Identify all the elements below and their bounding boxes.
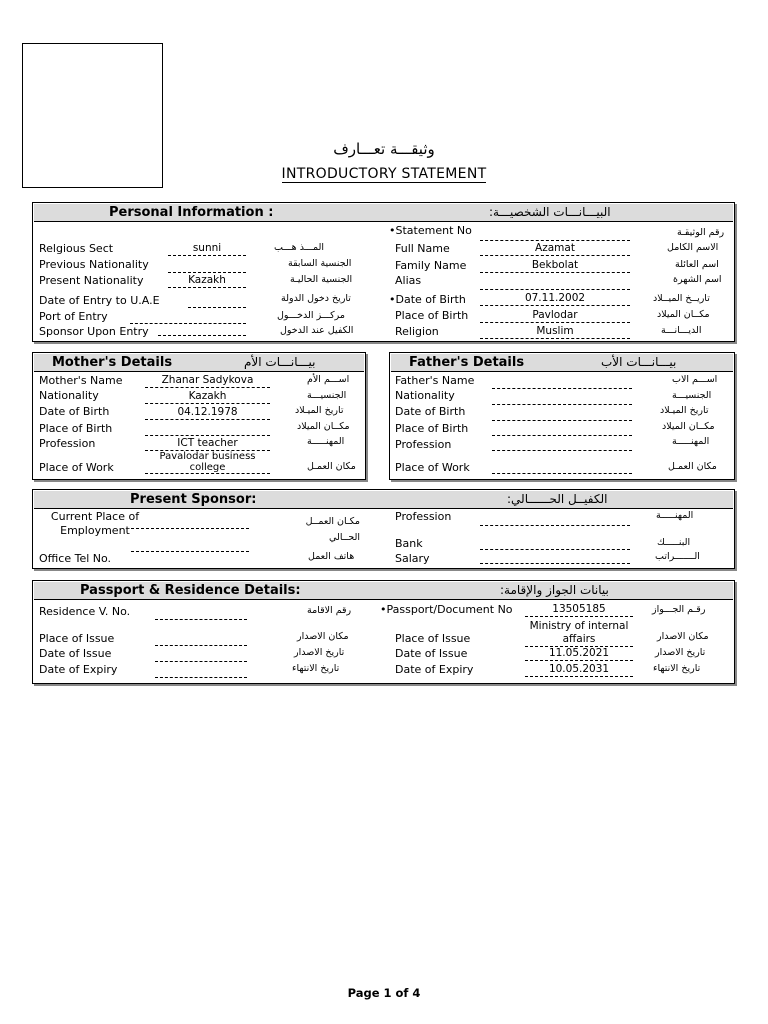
personal-info-title-ar: البيـــانـــات الشخصيـــة: bbox=[489, 205, 611, 219]
mother-dob-ar: تاريخ الميـلاد bbox=[295, 405, 344, 416]
pp-date-issue-field[interactable]: 11.05.2021 bbox=[525, 647, 633, 661]
bank-ar: البنـــــك bbox=[657, 537, 691, 548]
father-details-title: Father's Details bbox=[409, 355, 525, 370]
family-name-ar: اسم العائلة bbox=[675, 259, 719, 270]
mother-pob-label: Place of Birth bbox=[39, 422, 113, 435]
present-sponsor-title: Present Sponsor: bbox=[130, 492, 257, 507]
full-name-ar: الاسم الكامل bbox=[667, 242, 719, 253]
passport-no-label-text: Passport/Document No bbox=[386, 603, 513, 616]
father-dob-ar: تاريخ الميـلاد bbox=[660, 405, 709, 416]
res-date-issue-label: Date of Issue bbox=[39, 647, 112, 660]
employment-ar: مكـان العمــل الحــالي bbox=[305, 516, 360, 543]
salary-ar: الـــــــراتب bbox=[655, 551, 700, 562]
statement-no-label-text: Statement No bbox=[395, 224, 472, 237]
mother-details-title: Mother's Details bbox=[52, 355, 173, 370]
residence-no-field[interactable] bbox=[155, 606, 247, 620]
employment-label: Current Place of Employment bbox=[50, 510, 140, 537]
res-place-issue-label: Place of Issue bbox=[39, 632, 115, 645]
alias-field[interactable] bbox=[480, 276, 630, 290]
residence-no-ar: رقم الاقامة bbox=[307, 605, 352, 616]
mother-pob-ar: مكــان الميلاد bbox=[297, 421, 350, 432]
place-birth-field[interactable]: Pavlodar bbox=[480, 309, 630, 323]
sponsor-entry-field[interactable] bbox=[158, 322, 246, 336]
office-tel-label: Office Tel No. bbox=[39, 552, 112, 565]
father-name-ar: اســـم الاب bbox=[672, 374, 718, 385]
mother-details-header bbox=[34, 354, 364, 372]
religion-field[interactable]: Muslim bbox=[480, 325, 630, 339]
passport-no-field[interactable]: 13505185 bbox=[525, 603, 633, 617]
date-entry-label: Date of Entry to U.A.E bbox=[39, 294, 160, 307]
mother-details-title-ar: بيـــانـــات الأم bbox=[244, 355, 316, 369]
religion-ar: الديـــانـــة bbox=[661, 325, 702, 336]
alias-label: Alias bbox=[395, 274, 422, 287]
full-name-label: Full Name bbox=[395, 242, 450, 255]
mother-work-label: Place of Work bbox=[39, 461, 114, 474]
father-profession-ar: المهنـــــة bbox=[672, 436, 710, 447]
father-name-label: Father's Name bbox=[395, 374, 475, 387]
pp-date-expiry-field[interactable]: 10.05.2031 bbox=[525, 663, 633, 677]
residence-no-label: Residence V. No. bbox=[39, 605, 131, 618]
mother-dob-label: Date of Birth bbox=[39, 405, 110, 418]
sponsor-entry-label: Sponsor Upon Entry bbox=[39, 325, 149, 338]
father-pob-label: Place of Birth bbox=[395, 422, 469, 435]
date-birth-label-text: Date of Birth bbox=[395, 293, 466, 306]
previous-nationality-label: Previous Nationality bbox=[39, 258, 149, 271]
mother-work-field[interactable]: Pavalodar business college bbox=[145, 451, 270, 474]
res-place-issue-field[interactable] bbox=[155, 632, 247, 646]
mother-profession-field[interactable]: ICT teacher bbox=[145, 437, 270, 451]
res-date-expiry-ar: تاريخ الانتهاء bbox=[292, 663, 340, 674]
previous-nationality-field[interactable] bbox=[168, 259, 246, 273]
father-dob-label: Date of Birth bbox=[395, 405, 466, 418]
date-birth-label: •Date of Birth bbox=[389, 293, 466, 306]
sponsor-entry-ar: الكفيل عند الدخول bbox=[280, 325, 354, 336]
father-work-ar: مكان العمـل bbox=[668, 461, 717, 472]
statement-no-label: •Statement No bbox=[389, 224, 472, 237]
date-entry-field[interactable] bbox=[188, 294, 246, 308]
pp-date-issue-label: Date of Issue bbox=[395, 647, 468, 660]
pp-place-issue-ar: مكان الاصدار bbox=[657, 631, 709, 642]
father-details-title-ar: بيـــانـــات الأب bbox=[601, 355, 677, 369]
res-date-expiry-field[interactable] bbox=[155, 664, 247, 678]
title-arabic: وثيقـــة تعـــارف bbox=[333, 140, 435, 158]
res-date-issue-ar: تاريخ الاصدار bbox=[294, 647, 345, 658]
pp-place-issue-field[interactable]: Ministry of internal affairs bbox=[525, 620, 633, 647]
office-tel-field[interactable] bbox=[131, 538, 249, 552]
father-profession-field[interactable] bbox=[492, 437, 632, 451]
employment-field[interactable] bbox=[131, 515, 249, 529]
family-name-label: Family Name bbox=[395, 259, 467, 272]
father-pob-ar: مكــان الميلاد bbox=[662, 421, 715, 432]
office-tel-ar: هاتف العمل bbox=[308, 551, 355, 562]
page-title bbox=[0, 166, 768, 182]
previous-nationality-ar: الجنسية السابقة bbox=[288, 258, 352, 269]
sponsor-profession-ar: المهنـــــة bbox=[656, 510, 694, 521]
father-nationality-label: Nationality bbox=[395, 389, 455, 402]
bank-label: Bank bbox=[395, 537, 423, 550]
personal-info-header bbox=[34, 204, 733, 222]
port-entry-label: Port of Entry bbox=[39, 310, 108, 323]
page-number: Page 1 of 4 bbox=[347, 986, 421, 1000]
mother-profession-label: Profession bbox=[39, 437, 96, 450]
family-name-field[interactable]: Bekbolat bbox=[480, 259, 630, 273]
father-work-label: Place of Work bbox=[395, 461, 470, 474]
present-nationality-ar: الجنسية الحاليـة bbox=[290, 274, 353, 285]
date-entry-ar: تاريخ دخول الدولة bbox=[281, 293, 351, 304]
father-details-header bbox=[391, 354, 733, 372]
religion-label: Religion bbox=[395, 325, 439, 338]
father-dob-field[interactable] bbox=[492, 407, 632, 421]
religious-sect-ar: المـــذ هـــب bbox=[274, 242, 325, 253]
passport-no-ar: رقـم الجـــواز bbox=[652, 604, 706, 615]
page-title-text: INTRODUCTORY STATEMENT bbox=[281, 166, 487, 182]
mother-dob-field[interactable]: 04.12.1978 bbox=[145, 406, 270, 420]
father-nationality-ar: الجنسيـــة bbox=[672, 390, 712, 401]
father-profession-label: Profession bbox=[395, 438, 452, 451]
port-entry-ar: مركـــز الدخـــول bbox=[277, 310, 346, 321]
sponsor-profession-field[interactable] bbox=[480, 512, 630, 526]
place-birth-ar: مكــان الميلاد bbox=[657, 309, 710, 320]
present-sponsor-title-ar: الكفيــل الحــــــالي: bbox=[507, 492, 608, 506]
salary-field[interactable] bbox=[480, 550, 630, 564]
mother-work-ar: مكان العمـل bbox=[307, 461, 356, 472]
mother-name-label: Mother's Name bbox=[39, 374, 123, 387]
full-name-field[interactable]: Azamat bbox=[480, 242, 630, 256]
religious-sect-label: Relgious Sect bbox=[39, 242, 114, 255]
mother-name-field[interactable]: Zhanar Sadykova bbox=[145, 374, 270, 388]
mother-nationality-field[interactable]: Kazakh bbox=[145, 390, 270, 404]
res-date-issue-field[interactable] bbox=[155, 648, 247, 662]
res-date-expiry-label: Date of Expiry bbox=[39, 663, 118, 676]
mother-profession-ar: المهنـــــة bbox=[307, 436, 345, 447]
date-birth-field[interactable]: 07.11.2002 bbox=[480, 292, 630, 306]
passport-residence-header bbox=[34, 582, 733, 600]
personal-info-title: Personal Information : bbox=[109, 205, 274, 220]
present-sponsor-header bbox=[34, 491, 733, 509]
pp-place-issue-label: Place of Issue bbox=[395, 632, 471, 645]
bank-field[interactable] bbox=[480, 536, 630, 550]
mother-name-ar: اســـم الأم bbox=[307, 374, 350, 385]
father-pob-field[interactable] bbox=[492, 422, 632, 436]
passport-residence-title: Passport & Residence Details: bbox=[80, 583, 301, 598]
alias-ar: اسم الشهرة bbox=[673, 274, 722, 285]
res-place-issue-ar: مكان الاصدار bbox=[297, 631, 349, 642]
religious-sect-field[interactable]: sunni bbox=[168, 242, 246, 256]
present-nationality-field[interactable]: Kazakh bbox=[168, 274, 246, 288]
father-nationality-field[interactable] bbox=[492, 391, 632, 405]
present-nationality-label: Present Nationality bbox=[39, 274, 144, 287]
pp-date-expiry-ar: تاريخ الانتهاء bbox=[653, 663, 701, 674]
father-name-field[interactable] bbox=[492, 375, 632, 389]
pp-date-issue-ar: تاريخ الاصدار bbox=[655, 647, 706, 658]
mother-nationality-ar: الجنسيـــة bbox=[307, 390, 347, 401]
passport-residence-title-ar: بيانات الجواز والإقامة: bbox=[500, 583, 609, 597]
mother-nationality-label: Nationality bbox=[39, 389, 99, 402]
statement-no-field[interactable] bbox=[480, 227, 630, 241]
salary-label: Salary bbox=[395, 552, 430, 565]
place-birth-label: Place of Birth bbox=[395, 309, 469, 322]
mother-pob-field[interactable] bbox=[145, 422, 270, 436]
pp-date-expiry-label: Date of Expiry bbox=[395, 663, 474, 676]
statement-no-ar: رقم الوثيقـة bbox=[677, 227, 725, 238]
date-birth-ar: تاريــخ الميــلاد bbox=[653, 293, 710, 304]
sponsor-profession-label: Profession bbox=[395, 510, 452, 523]
father-work-field[interactable] bbox=[492, 460, 632, 474]
passport-no-label: •Passport/Document No bbox=[380, 603, 513, 616]
